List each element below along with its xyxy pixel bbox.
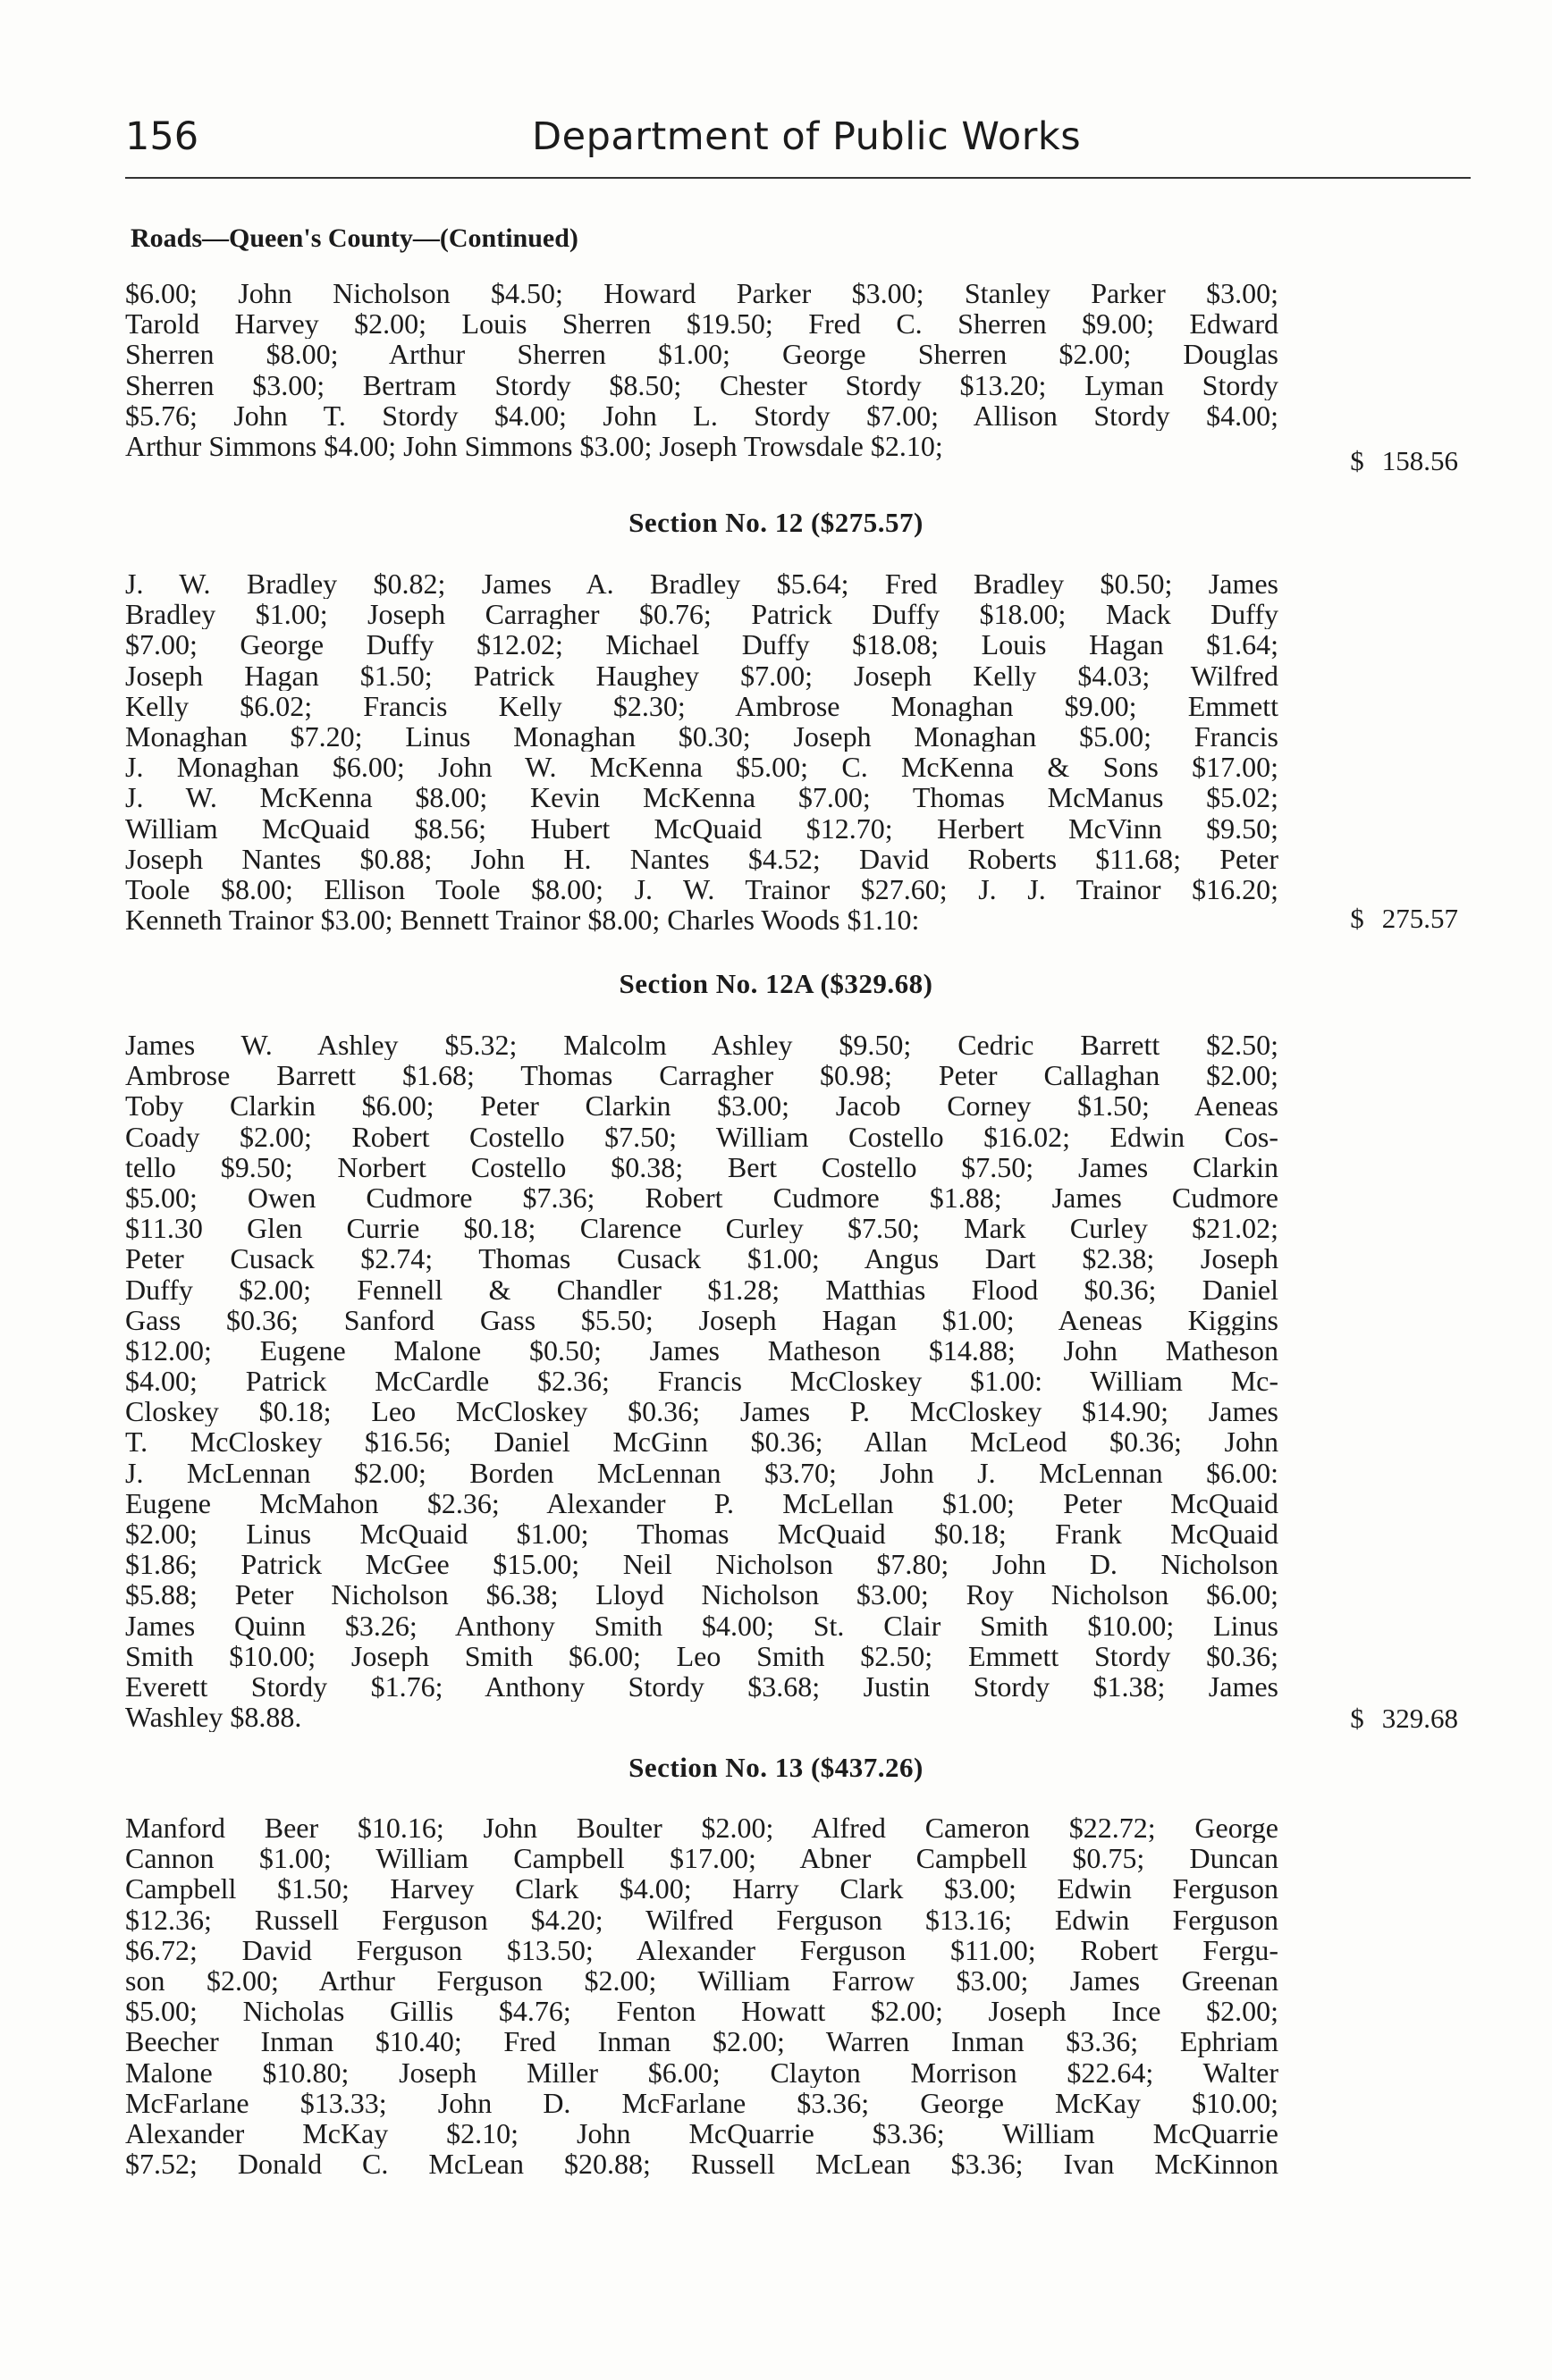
total-amount: 329.68 bbox=[1381, 1703, 1458, 1734]
text-line: Kelly $6.02; Francis Kelly $2.30; Ambrose Monaghan $9.00; Emmett bbox=[125, 690, 1278, 721]
total-currency: $ bbox=[1350, 903, 1364, 934]
text-line: Malone $10.80; Joseph Miller $6.00; Clayton Morrison $22.64; Walter bbox=[125, 2056, 1278, 2088]
text-line: Arthur Simmons $4.00; John Simmons $3.00; Joseph Trowsdale $2.10; bbox=[125, 430, 943, 462]
text-line: Sherren $3.00; Bertram Stordy $8.50; Chester Stordy $13.20; Lyman Stordy bbox=[125, 369, 1278, 400]
section-heading: Section No. 12A ($329.68) bbox=[619, 968, 933, 999]
header-rule bbox=[125, 177, 1471, 179]
text-line: son $2.00; Arthur Ferguson $2.00; William Farrow $3.00; James Greenan bbox=[125, 1964, 1278, 1997]
text-line: Coady $2.00; Robert Costello $7.50; William Costello $16.02; Edwin Cos- bbox=[125, 1121, 1278, 1152]
text-line: Eugene McMahon $2.36; Alexander P. McLellan $1.00; Peter McQuaid bbox=[125, 1487, 1278, 1518]
section-total bbox=[1350, 903, 1458, 935]
text-line: $4.00; Patrick McCardle $2.36; Francis McCloskey $1.00: William Mc- bbox=[125, 1366, 1278, 1397]
text-line: Manford Beer $10.16; John Boulter $2.00; Alfred Cameron $22.72; George bbox=[125, 1812, 1278, 1844]
page-header bbox=[125, 114, 1471, 168]
text-line: William McQuaid $8.56; Hubert McQuaid $12.70; Herbert McVinn $9.50; bbox=[125, 812, 1278, 844]
text-line: $5.00; Owen Cudmore $7.36; Robert Cudmore $1.88; James Cudmore bbox=[125, 1182, 1278, 1214]
text-line: $11.30 Glen Currie $0.18; Clarence Curley $7.50; Mark Curley $21.02; bbox=[125, 1213, 1278, 1244]
text-line: Tarold Harvey $2.00; Louis Sherren $19.50; Fred C. Sherren $9.00; Edward bbox=[125, 308, 1278, 340]
section-13-body bbox=[125, 1812, 1278, 2179]
section-12-body bbox=[125, 568, 1278, 935]
text-line: $12.00; Eugene Malone $0.50; James Matheson $14.88; John Matheson bbox=[125, 1334, 1278, 1367]
section-total bbox=[1350, 445, 1458, 477]
text-line: Beecher Inman $10.40; Fred Inman $2.00; Warren Inman $3.36; Ephriam bbox=[125, 2026, 1278, 2057]
text-line: Alexander McKay $2.10; John McQuarrie $3.36; William McQuarrie bbox=[125, 2117, 1278, 2149]
text-line: $7.00; George Duffy $12.02; Michael Duffy $18.08; Louis Hagan $1.64; bbox=[125, 629, 1278, 660]
text-line: T. McCloskey $16.56; Daniel McGinn $0.36; Allan McLeod $0.36; John bbox=[125, 1426, 1278, 1458]
total-amount: 158.56 bbox=[1381, 445, 1458, 476]
total-currency: $ bbox=[1350, 1703, 1364, 1734]
text-line: Toby Clarkin $6.00; Peter Clarkin $3.00; Jacob Corney $1.50; Aeneas bbox=[125, 1090, 1278, 1122]
page-number: 156 bbox=[125, 114, 199, 159]
text-line: Washley $8.88. bbox=[125, 1702, 302, 1733]
text-line: J. McLennan $2.00; Borden McLennan $3.70; John J. McLennan $6.00: bbox=[125, 1457, 1278, 1488]
text-line: $1.86; Patrick McGee $15.00; Neil Nicholson $7.80; John D. Nicholson bbox=[125, 1549, 1278, 1580]
text-line: Bradley $1.00; Joseph Carragher $0.76; Patrick Duffy $18.00; Mack Duffy bbox=[125, 599, 1278, 630]
text-line: Monaghan $7.20; Linus Monaghan $0.30; Joseph Monaghan $5.00; Francis bbox=[125, 720, 1278, 753]
text-line: $12.36; Russell Ferguson $4.20; Wilfred Ferguson $13.16; Edwin Ferguson bbox=[125, 1904, 1278, 1935]
total-amount: 275.57 bbox=[1381, 903, 1458, 934]
text-line: Joseph Nantes $0.88; John H. Nantes $4.52; David Roberts $11.68; Peter bbox=[125, 843, 1278, 874]
text-line: Everett Stordy $1.76; Anthony Stordy $3.68; Justin Stordy $1.38; James bbox=[125, 1670, 1278, 1703]
text-line: tello $9.50; Norbert Costello $0.38; Bert Costello $7.50; James Clarkin bbox=[125, 1151, 1278, 1182]
section-heading: Section No. 13 ($437.26) bbox=[628, 1752, 924, 1783]
total-currency: $ bbox=[1350, 445, 1364, 476]
text-line: Cannon $1.00; William Campbell $17.00; Abner Campbell $0.75; Duncan bbox=[125, 1843, 1278, 1874]
text-line: Closkey $0.18; Leo McCloskey $0.36; James P. McCloskey $14.90; James bbox=[125, 1396, 1278, 1427]
text-line: Campbell $1.50; Harvey Clark $4.00; Harry Clark $3.00; Edwin Ferguson bbox=[125, 1873, 1278, 1905]
running-title: Department of Public Works bbox=[532, 114, 1082, 159]
continued-heading: Roads—Queen's County—(Continued) bbox=[131, 223, 578, 253]
text-line: $5.88; Peter Nicholson $6.38; Lloyd Nicholson $3.00; Roy Nicholson $6.00; bbox=[125, 1579, 1278, 1610]
text-line: Peter Cusack $2.74; Thomas Cusack $1.00; Angus Dart $2.38; Joseph bbox=[125, 1243, 1278, 1274]
text-line: $5.76; John T. Stordy $4.00; John L. Stordy $7.00; Allison Stordy $4.00; bbox=[125, 399, 1278, 431]
text-line: Sherren $8.00; Arthur Sherren $1.00; George Sherren $2.00; Douglas bbox=[125, 339, 1278, 370]
text-line: J. Monaghan $6.00; John W. McKenna $5.00; C. McKenna & Sons $17.00; bbox=[125, 752, 1278, 783]
section-12a-body bbox=[125, 1030, 1278, 1732]
text-line: James Quinn $3.26; Anthony Smith $4.00; St. Clair Smith $10.00; Linus bbox=[125, 1610, 1278, 1641]
section-continued-body bbox=[125, 278, 1278, 461]
text-line: $6.00; John Nicholson $4.50; Howard Parker $3.00; Stanley Parker $3.00; bbox=[125, 278, 1278, 309]
text-line: Kenneth Trainor $3.00; Bennett Trainor $8.00; Charles Woods $1.10: bbox=[125, 904, 920, 936]
text-line: J. W. Bradley $0.82; James A. Bradley $5.64; Fred Bradley $0.50; James bbox=[125, 568, 1278, 600]
text-line: Joseph Hagan $1.50; Patrick Haughey $7.00; Joseph Kelly $4.03; Wilfred bbox=[125, 660, 1278, 691]
section-total bbox=[1350, 1703, 1458, 1735]
text-line: $5.00; Nicholas Gillis $4.76; Fenton Howatt $2.00; Joseph Ince $2.00; bbox=[125, 1996, 1278, 2027]
text-line: $2.00; Linus McQuaid $1.00; Thomas McQuaid $0.18; Frank McQuaid bbox=[125, 1518, 1278, 1550]
text-line: Smith $10.00; Joseph Smith $6.00; Leo Smith $2.50; Emmett Stordy $0.36; bbox=[125, 1640, 1278, 1671]
text-line: Ambrose Barrett $1.68; Thomas Carragher $0.98; Peter Callaghan $2.00; bbox=[125, 1060, 1278, 1091]
text-line: $6.72; David Ferguson $13.50; Alexander Ferguson $11.00; Robert Fergu- bbox=[125, 1934, 1278, 1965]
text-line: McFarlane $13.33; John D. McFarlane $3.36; George McKay $10.00; bbox=[125, 2087, 1278, 2118]
text-line: Gass $0.36; Sanford Gass $5.50; Joseph Hagan $1.00; Aeneas Kiggins bbox=[125, 1304, 1278, 1335]
text-line: James W. Ashley $5.32; Malcolm Ashley $9.50; Cedric Barrett $2.50; bbox=[125, 1030, 1278, 1061]
text-line: Toole $8.00; Ellison Toole $8.00; J. W. Trainor $27.60; J. J. Trainor $16.20; bbox=[125, 873, 1278, 905]
text-line: J. W. McKenna $8.00; Kevin McKenna $7.00; Thomas McManus $5.02; bbox=[125, 782, 1278, 813]
section-heading: Section No. 12 ($275.57) bbox=[628, 507, 924, 538]
text-line: $7.52; Donald C. McLean $20.88; Russell McLean $3.36; Ivan McKinnon bbox=[125, 2149, 1278, 2180]
text-line: Duffy $2.00; Fennell & Chandler $1.28; Matthias Flood $0.36; Daniel bbox=[125, 1274, 1278, 1305]
